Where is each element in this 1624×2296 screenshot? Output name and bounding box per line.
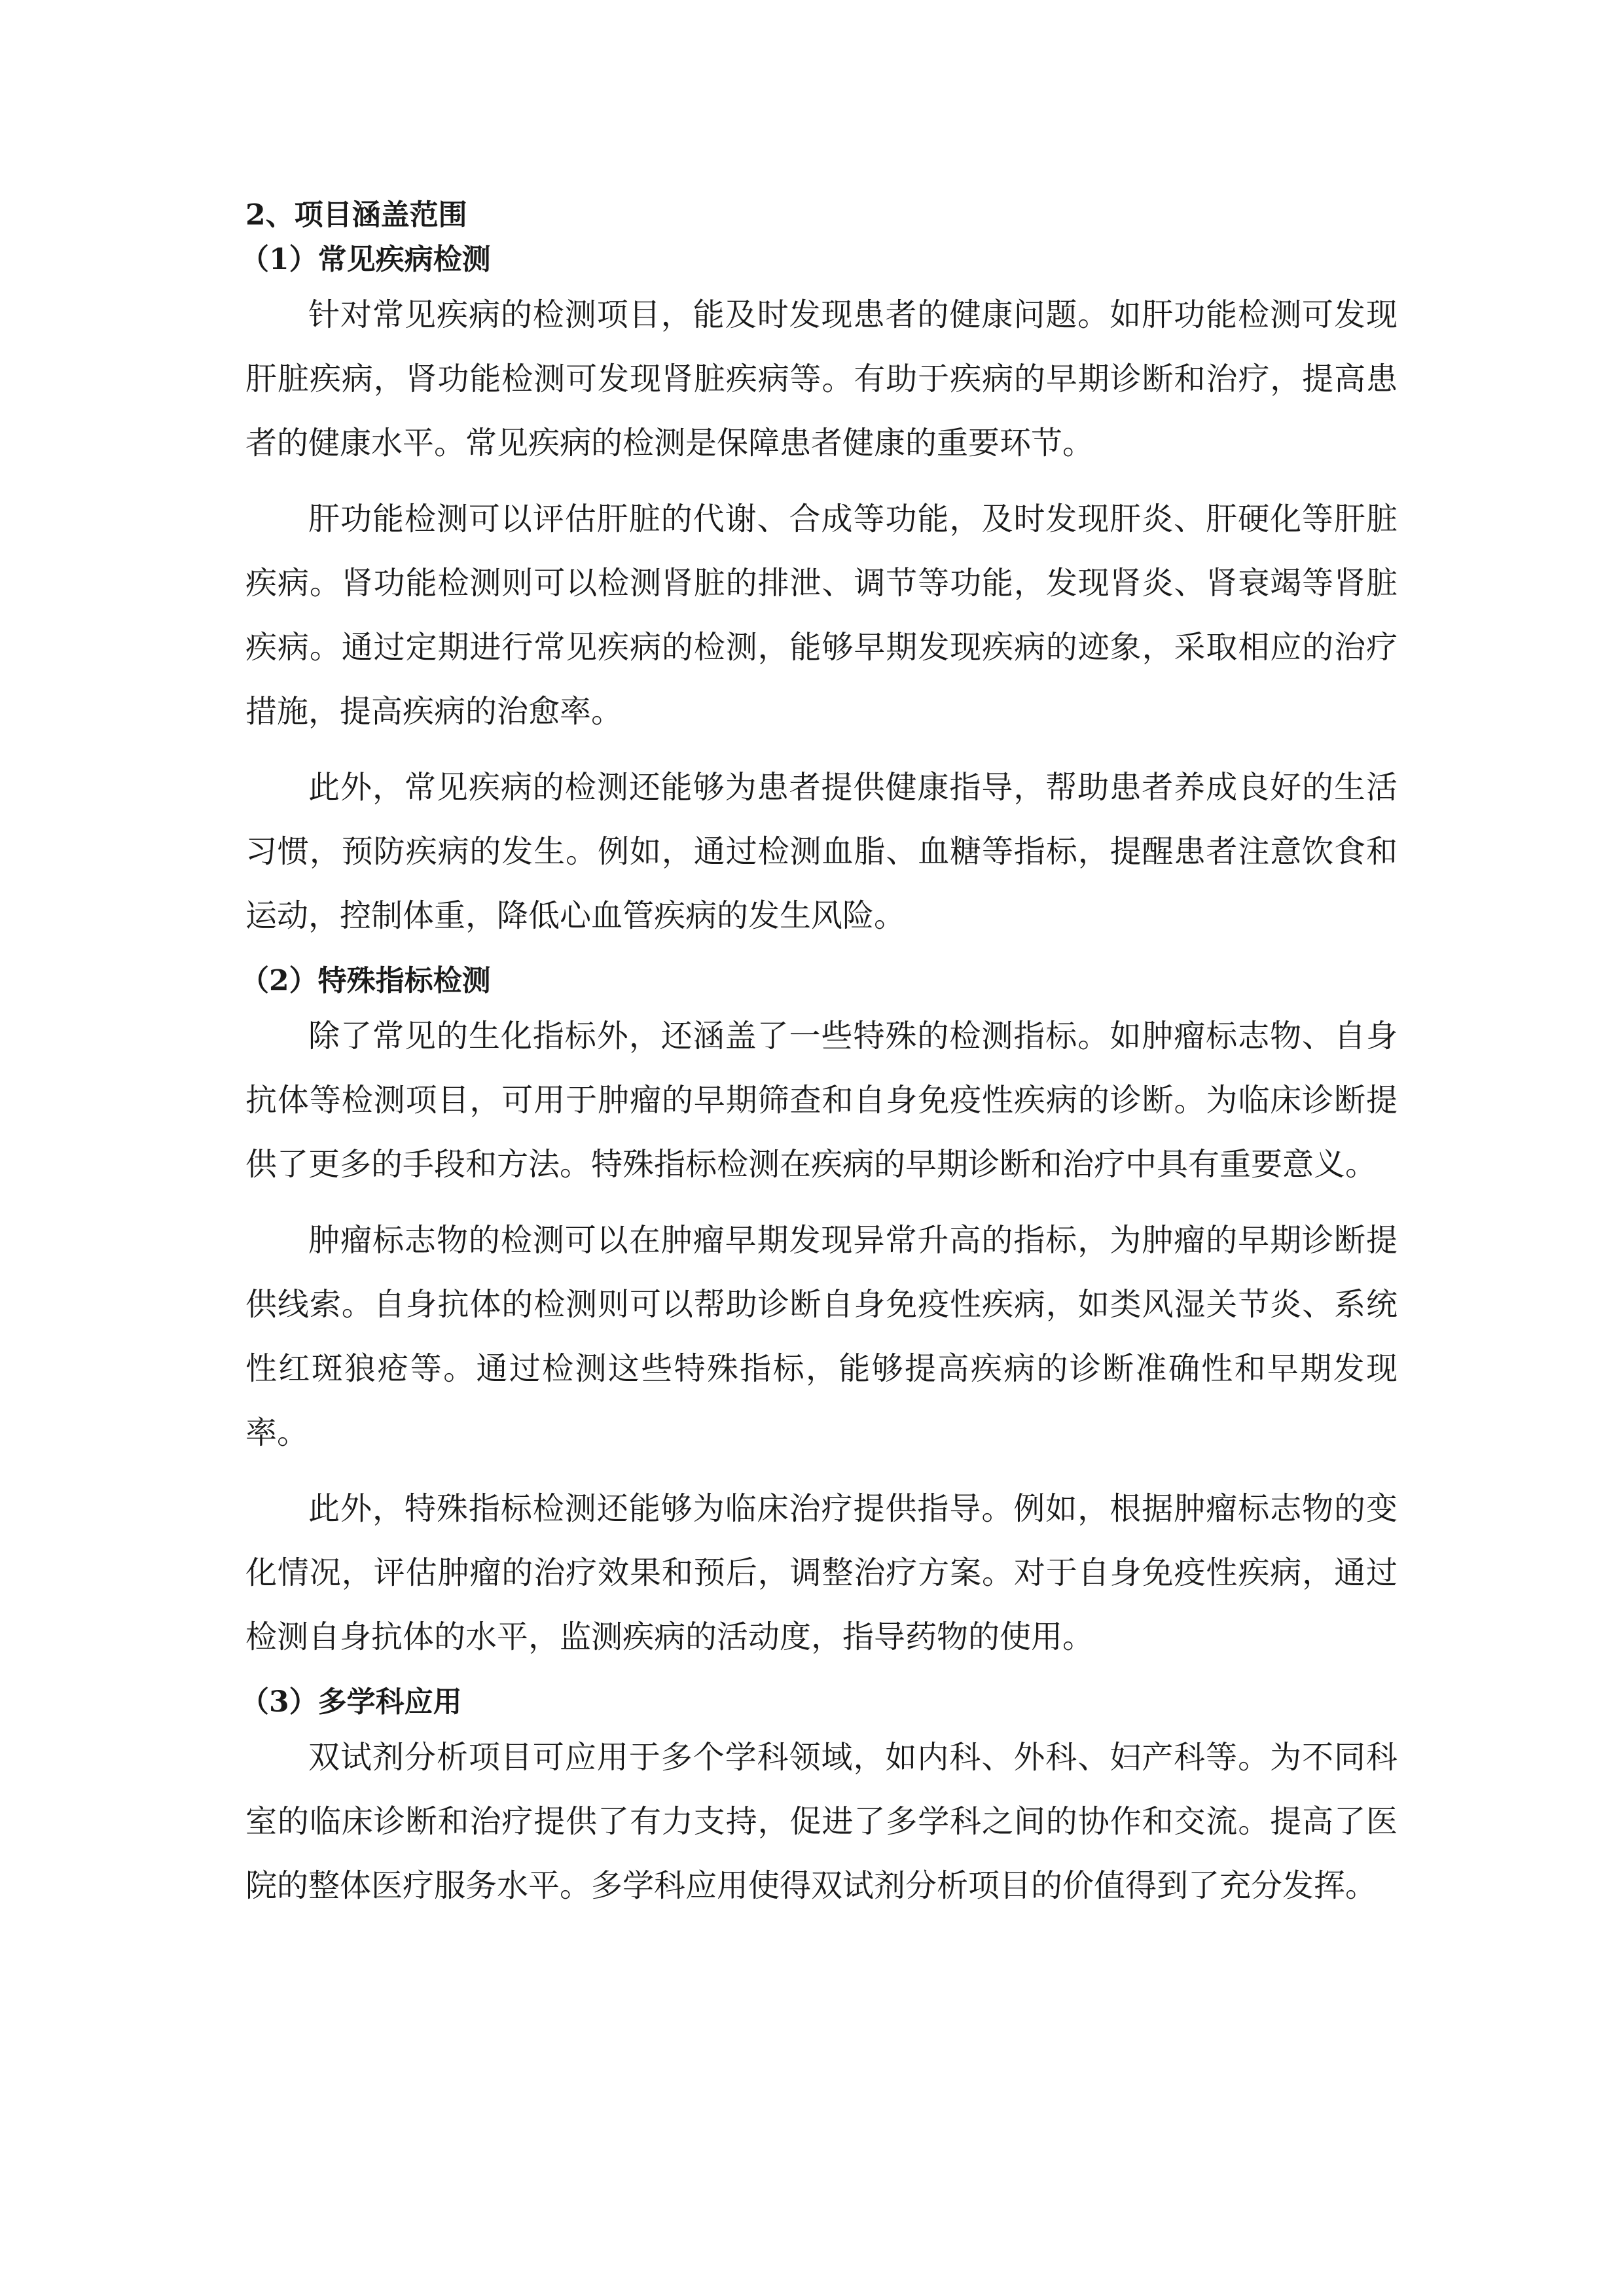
- paragraph: 肿瘤标志物的检测可以在肿瘤早期发现异常升高的指标，为肿瘤的早期诊断提供线索。自身抗体的检测则可以帮助诊断自身免疫性疾病，如类风湿关节炎、系统性红斑狼疮等。通过检测这些特殊指标，能够提高疾病的诊断准确性和早期发现率。: [245, 1222, 1398, 1451]
- paragraph: 此外，特殊指标检测还能够为临床治疗提供指导。例如，根据肿瘤标志物的变化情况，评估肿瘤的治疗效果和预后，调整治疗方案。对于自身免疫性疾病，通过检测自身抗体的水平，监测疾病的活动度，指导药物的使用。: [245, 1490, 1398, 1655]
- section-heading: 2、项目涵盖范围: [245, 198, 467, 232]
- paragraph: 针对常见疾病的检测项目，能及时发现患者的健康问题。如肝功能检测可发现肝脏疾病，肾功能检测可发现肾脏疾病等。有助于疾病的早期诊断和治疗，提高患者的健康水平。常见疾病的检测是保障患者健康的重要环节。: [245, 296, 1398, 461]
- paragraph: 肝功能检测可以评估肝脏的代谢、合成等功能，及时发现肝炎、肝硬化等肝脏疾病。肾功能检测则可以检测肾脏的排泄、调节等功能，发现肾炎、肾衰竭等肾脏疾病。通过定期进行常见疾病的检测，能够早期发现疾病的迹象，采取相应的治疗措施，提高疾病的治愈率。: [245, 501, 1398, 730]
- paragraph: 此外，常见疾病的检测还能够为患者提供健康指导，帮助患者养成良好的生活习惯，预防疾病的发生。例如，通过检测血脂、血糖等指标，提醒患者注意饮食和运动，控制体重，降低心血管疾病的发生风险。: [245, 769, 1398, 934]
- subsection-title-common-disease: （1）常见疾病检测: [240, 243, 491, 276]
- document-body: [240, 194, 1398, 1918]
- paragraph: 双试剂分析项目可应用于多个学科领域，如内科、外科、妇产科等。为不同科室的临床诊断和治疗提供了有力支持，促进了多学科之间的协作和交流。提高了医院的整体医疗服务水平。多学科应用使得双试剂分析项目的价值得到了充分发挥。: [245, 1739, 1398, 1904]
- subsection-title-special-indicators: （2）特殊指标检测: [240, 964, 491, 997]
- subsection-title-multidisciplinary: （3）多学科应用: [240, 1685, 462, 1719]
- paragraph: 除了常见的生化指标外，还涵盖了一些特殊的检测指标。如肿瘤标志物、自身抗体等检测项目，可用于肿瘤的早期筛查和自身免疫性疾病的诊断。为临床诊断提供了更多的手段和方法。特殊指标检测在疾病的早期诊断和治疗中具有重要意义。: [245, 1018, 1398, 1183]
